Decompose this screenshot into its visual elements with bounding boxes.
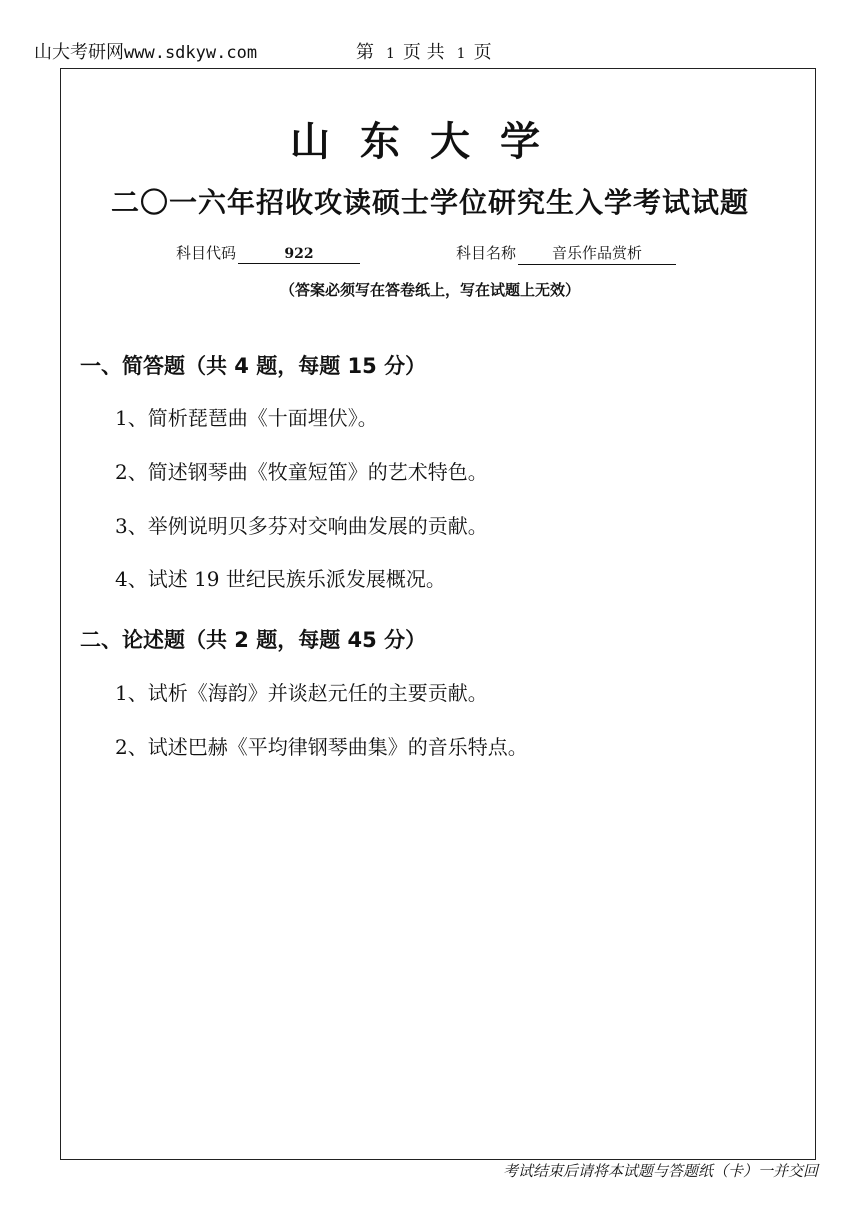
- subject-name-value: 音乐作品赏析: [518, 242, 676, 265]
- subject-name-label: 科目名称: [456, 244, 517, 262]
- section-heading-essay: 二、论述题（共 2 题，每题 45 分）: [80, 628, 427, 652]
- subject-code-label: 科目代码: [176, 244, 237, 262]
- subject-code-value: 922: [238, 246, 360, 264]
- exam-title: 二〇一六年招收攻读硕士学位研究生入学考试试题: [110, 186, 749, 219]
- page-total: 1: [456, 46, 466, 62]
- question-item: 2、试述巴赫《平均律钢琴曲集》的音乐特点。: [115, 735, 528, 759]
- answer-notice: （答案必须写在答卷纸上，写在试题上无效）: [279, 281, 580, 299]
- page-label-mid: 页 共: [402, 42, 445, 63]
- page-current: 1: [386, 46, 395, 62]
- subject-name-field: [456, 242, 676, 265]
- page-indicator: [356, 38, 496, 64]
- site-url[interactable]: www.sdkyw.com: [124, 43, 258, 63]
- footer-note: 考试结束后请将本试题与答题纸（卡）一并交回: [502, 1162, 818, 1180]
- question-item: 1、简析琵琶曲《十面埋伏》。: [115, 406, 378, 430]
- question-item: 1、试析《海韵》并谈赵元任的主要贡献。: [115, 681, 488, 705]
- exam-frame: [60, 68, 816, 1160]
- site-banner: [34, 38, 257, 64]
- page-label-prefix: 第: [356, 42, 374, 63]
- question-item: 2、简述钢琴曲《牧童短笛》的艺术特色。: [115, 460, 488, 484]
- question-item: 3、举例说明贝多芬对交响曲发展的贡献。: [115, 514, 488, 538]
- page-header: [34, 38, 834, 64]
- page-label-suffix: 页: [473, 42, 492, 63]
- subject-code-field: [176, 242, 360, 264]
- university-name: 山东大学: [290, 119, 570, 165]
- site-name: 山大考研网: [34, 42, 124, 63]
- section-heading-short-answer: 一、简答题（共 4 题，每题 15 分）: [80, 354, 427, 378]
- question-item: 4、试述 19 世纪民族乐派发展概况。: [115, 567, 446, 591]
